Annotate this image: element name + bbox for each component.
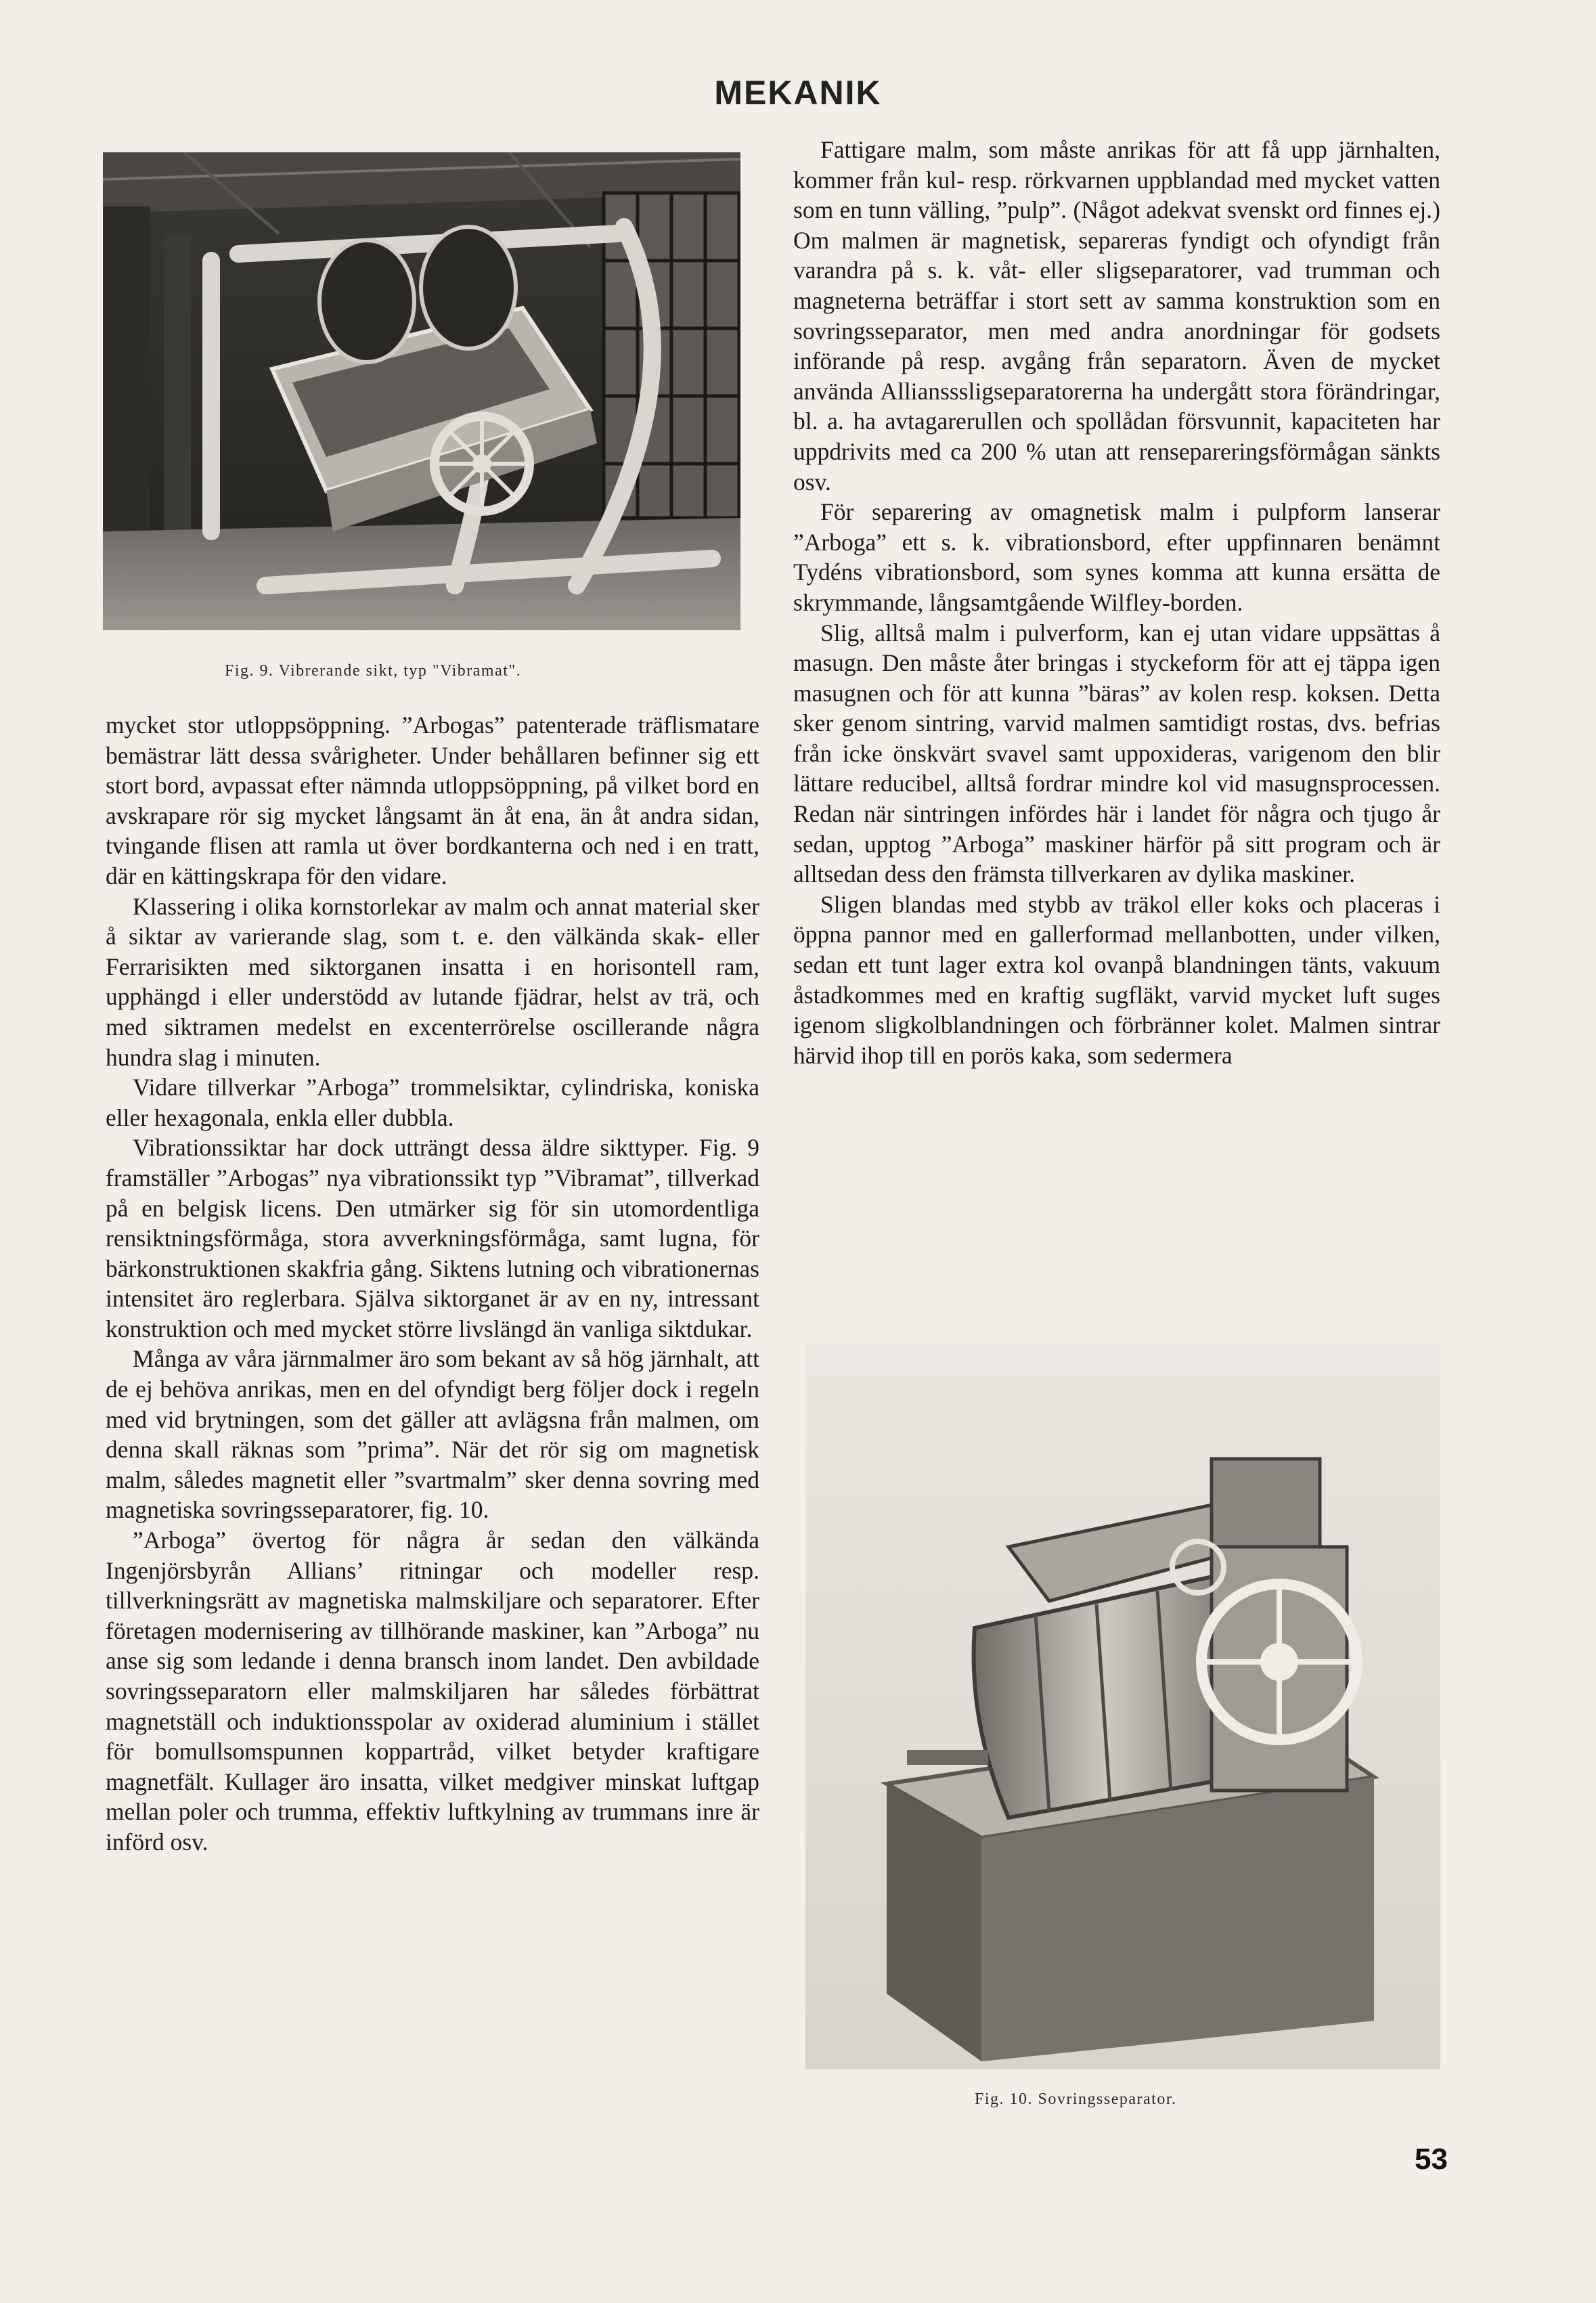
paragraph: Många av våra järnmalmer äro som bekant av så hög järnhalt, att de ej behöva anrikas, men en del ofyndigt berg följer dock i regeln med vid brytningen, som det gäller att avlägsna från malmen, om denna skall räknas som ”prima”. När det rör sig om magnetisk malm, således magnetit eller ”svartmalm” sker denna sovring med magnetiska sovringsseparatorer, fig. 10. [106,1345,759,1524]
paragraph: Klassering i olika kornstorlekar av malm och annat material sker å siktar av varierande slag, som t. e. den välkända skak- eller Ferrarisikten med siktorganen insatta i en horisontell ram, upphängd i eller understödd av lutande fjädrar, helst av trä, och med siktramen medelst en excenterrörelse oscillerande några hundra slag i minuten. [106,892,759,1071]
magnetic-separator-image [805,1344,1440,2069]
figure-9-caption: Fig. 9. Vibrerande sikt, typ "Vibramat". [225,662,522,680]
paragraph: Vibrationssiktar har dock utträngt dessa äldre sikttyper. Fig. 9 framställer ”Arbogas” nya vibrationssikt typ ”Vibramat”, tillverkad på en belgisk licens. Den utmärker sig för sin utomordentliga rensiktningsförmåga, stora avverkningsförmåga, samt lugna, för bärkonstruktionen skakfria gång. Siktens lutning och vibrationernas intensitet äro reglerbara. Själva siktorganet är av en ny, intressant konstruktion och med mycket större livslängd än vanliga siktdukar. [106,1134,759,1342]
figure-10-caption: Fig. 10. Sovringsseparator. [975,2090,1177,2108]
paragraph: Fattigare malm, som måste anrikas för att få upp järnhalten, kommer från kul- resp. rörkvarnen uppblandad med mycket vatten som en tunn välling, ”pulp”. (Något adekvat svenskt ord finnes ej.) Om malmen är magnetisk, separeras fyndigt och ofyndigt från varandra på s. k. våt- eller sligseparatorer, vad trumman och magneterna beträffar i stort sett av samma konstruktion som en sovringsseparator, men med andra anordningar för godsets införande på resp. avgång från separatorn. Även de mycket använda Alliansssligseparatorerna ha undergått stora förändringar, bl. a. ha avtagarerullen och spollådan försvunnit, kapaciteten har uppdrivits med ca 200 % utan att rensepareringsförmågan sänkts osv. [793,136,1440,496]
vibrating-screen-image [103,152,740,630]
running-head: MEKANIK [714,74,882,112]
paragraph: Slig, alltså malm i pulverform, kan ej utan vidare uppsättas å masugn. Den måste åter bringas i styckeform för att ej täppa igen masugnen och för att kunna ”bäras” av kolen resp. koksen. Detta sker genom sintring, varvid malmen samtidigt rostas, dvs. befrias från icke önskvärt svavel samt uppoxideras, varigenom den blir lättare reducibel, alltså fordrar mindre kol vid masugnsprocessen. Redan när sintringen infördes här i landet för några och tjugo år sedan, upptog ”Arboga” maskiner härför på sitt program och är alltsedan dess den främsta tillverkaren av dylika maskiner. [793,619,1440,888]
paragraph: ”Arboga” övertog för några år sedan den välkända Ingenjörsbyrån Allians’ ritningar och modeller resp. tillverkningsrätt av magnetiska malmskiljare och separatorer. Efter företagen modernisering av tillhörande maskiner, kan ”Arboga” nu anse sig som ledande i denna bransch inom landet. Den avbildade sovringsseparatorn eller malmskiljaren har således förbättrat magnetställ och induktionsspolar av oxiderad aluminium i stället för bomullsomspunnen koppartråd, vilket betyder kraftigare magnetfält. Kullager äro insatta, vilket medgiver minskat luftgap mellan poler och trumma, effektiv luftkylning av trummans inre är införd osv. [106,1527,759,1856]
paragraph: För separering av omagnetisk malm i pulpform lanserar ”Arboga” ett s. k. vibrationsbord, efter uppfinnaren benämnt Tydéns vibrationsbord, som synes komma att kunna ersätta de skrymmande, långsamtgående Wilfley-borden. [793,498,1440,616]
page-number: 53 [1415,2143,1448,2176]
paragraph: Vidare tillverkar ”Arboga” trommelsiktar, cylindriska, koniska eller hexagonala, enkla eller dubbla. [106,1074,759,1131]
figure-9-photo [103,152,740,630]
paragraph: Sligen blandas med stybb av träkol eller koks och placeras i öppna pannor med en gallerformad mellanbotten, under vilken, sedan ett tunt lager extra kol ovanpå blandningen tänts, vakuum åstadkommes med en kraftig sugfläkt, varvid mycket luft suges igenom sligkolblandningen och förbränner kolet. Malmen sintrar härvid ihop till en porös kaka, som sedermera [793,890,1440,1069]
right-text-column [793,135,1440,1070]
figure-10-photo [805,1344,1440,2069]
paragraph: mycket stor utloppsöppning. ”Arbogas” patenterade träflismatare bemästrar lätt dessa svårigheter. Under behållaren befinner sig ett stort bord, avpassat efter nämnda utloppsöppning, på vilket bord en avskrapare rör sig mycket långsamt än åt ena, än åt andra sidan, tvingande flisen att ramla ut över bordkanterna och ned i en tratt, där en kättingskrapa för den vidare. [106,711,759,890]
left-text-column [106,710,759,1858]
